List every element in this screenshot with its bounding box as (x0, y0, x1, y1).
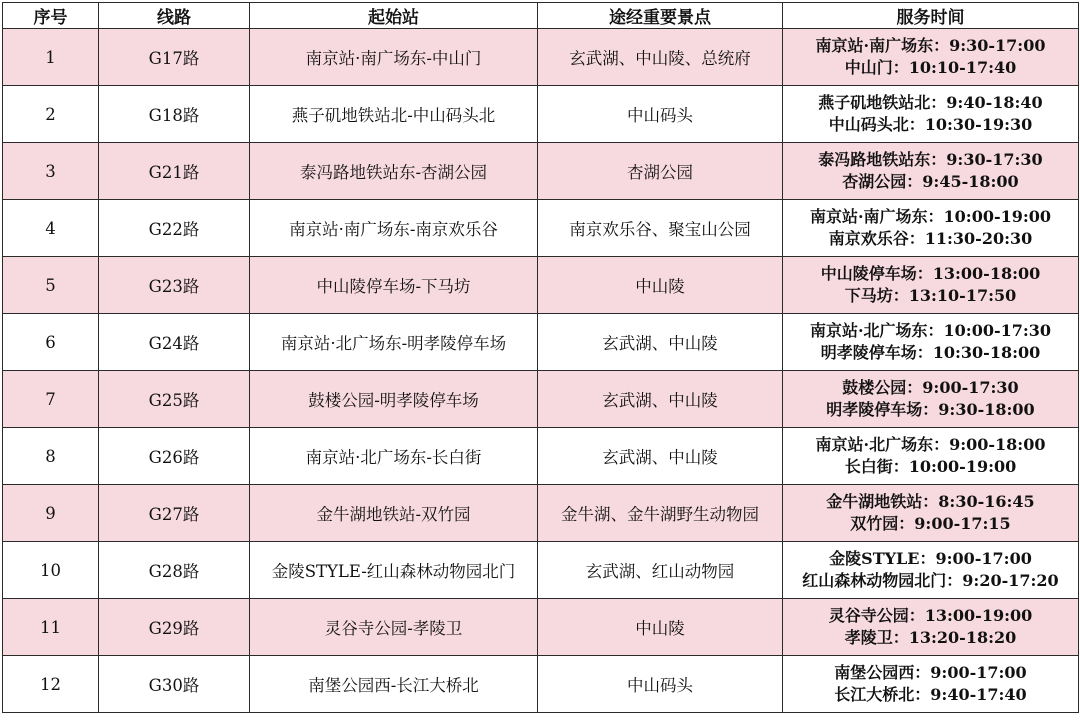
cell-line: G17路 (99, 29, 250, 86)
cell-time (783, 656, 1079, 713)
cell-time (783, 29, 1079, 86)
cell-start: 金陵STYLE-红山森林动物园北门 (250, 542, 538, 599)
cell-no: 5 (3, 257, 99, 314)
cell-line: G24路 (99, 314, 250, 371)
table-row (3, 428, 1079, 485)
table-row (3, 257, 1079, 314)
cell-no: 7 (3, 371, 99, 428)
time-line-1: 南堡公园西：9:00-17:00 (834, 663, 1027, 682)
cell-via: 玄武湖、红山动物园 (538, 542, 783, 599)
header-no: 序号 (3, 3, 99, 29)
cell-start: 南京站·南广场东-中山门 (250, 29, 538, 86)
cell-time (783, 599, 1079, 656)
cell-line: G18路 (99, 86, 250, 143)
cell-no: 3 (3, 143, 99, 200)
table-row (3, 29, 1079, 86)
cell-start: 灵谷寺公园-孝陵卫 (250, 599, 538, 656)
cell-via: 南京欢乐谷、聚宝山公园 (538, 200, 783, 257)
cell-line: G28路 (99, 542, 250, 599)
cell-no: 6 (3, 314, 99, 371)
cell-via: 玄武湖、中山陵、总统府 (538, 29, 783, 86)
cell-no: 2 (3, 86, 99, 143)
cell-via: 中山陵 (538, 599, 783, 656)
cell-via: 玄武湖、中山陵 (538, 314, 783, 371)
table-row (3, 143, 1079, 200)
table-row (3, 200, 1079, 257)
time-line-1: 南京站·北广场东：9:00-18:00 (815, 435, 1046, 454)
time-line-1: 中山陵停车场：13:00-18:00 (820, 264, 1041, 283)
time-line-2: 双竹园：9:00-17:15 (850, 514, 1011, 533)
table-row (3, 542, 1079, 599)
cell-start: 南京站·北广场东-明孝陵停车场 (250, 314, 538, 371)
time-line-1: 鼓楼公园：9:00-17:30 (842, 378, 1019, 397)
time-line-1: 金陵STYLE：9:00-17:00 (829, 549, 1032, 568)
cell-line: G22路 (99, 200, 250, 257)
cell-via: 杏湖公园 (538, 143, 783, 200)
cell-via: 中山码头 (538, 86, 783, 143)
cell-via: 玄武湖、中山陵 (538, 428, 783, 485)
table-row (3, 86, 1079, 143)
cell-time (783, 485, 1079, 542)
cell-no: 11 (3, 599, 99, 656)
cell-line: G29路 (99, 599, 250, 656)
time-line-1: 南京站·北广场东：10:00-17:30 (809, 321, 1052, 340)
cell-no: 12 (3, 656, 99, 713)
cell-via: 中山陵 (538, 257, 783, 314)
cell-time (783, 200, 1079, 257)
time-line-2: 明孝陵停车场：9:30-18:00 (826, 400, 1035, 419)
time-line-2: 长白街：10:00-19:00 (844, 457, 1017, 476)
time-line-2: 中山码头北：10:30-19:30 (828, 115, 1033, 134)
cell-start: 金牛湖地铁站-双竹园 (250, 485, 538, 542)
cell-time (783, 428, 1079, 485)
cell-time (783, 86, 1079, 143)
time-line-2: 红山森林动物园北门：9:20-17:20 (802, 571, 1059, 590)
cell-time (783, 542, 1079, 599)
table-row (3, 485, 1079, 542)
table-header-row (3, 3, 1079, 29)
time-line-2: 明孝陵停车场：10:30-18:00 (820, 343, 1041, 362)
cell-start: 南京站·南广场东-南京欢乐谷 (250, 200, 538, 257)
time-line-2: 杏湖公园：9:45-18:00 (842, 172, 1019, 191)
table-row (3, 371, 1079, 428)
table-row (3, 656, 1079, 713)
cell-line: G30路 (99, 656, 250, 713)
table-row (3, 314, 1079, 371)
table-row (3, 599, 1079, 656)
cell-line: G21路 (99, 143, 250, 200)
time-line-2: 长江大桥北：9:40-17:40 (834, 685, 1027, 704)
cell-start: 泰冯路地铁站东-杏湖公园 (250, 143, 538, 200)
cell-no: 1 (3, 29, 99, 86)
cell-line: G27路 (99, 485, 250, 542)
cell-time (783, 257, 1079, 314)
cell-via: 中山码头 (538, 656, 783, 713)
cell-no: 8 (3, 428, 99, 485)
cell-line: G26路 (99, 428, 250, 485)
cell-start: 鼓楼公园-明孝陵停车场 (250, 371, 538, 428)
cell-start: 燕子矶地铁站北-中山码头北 (250, 86, 538, 143)
cell-start: 南京站·北广场东-长白街 (250, 428, 538, 485)
time-line-2: 中山门：10:10-17:40 (844, 58, 1017, 77)
cell-time (783, 314, 1079, 371)
cell-no: 10 (3, 542, 99, 599)
time-line-1: 南京站·南广场东：9:30-17:00 (815, 36, 1046, 55)
time-line-1: 金牛湖地铁站：8:30-16:45 (826, 492, 1035, 511)
time-line-2: 下马坊：13:10-17:50 (844, 286, 1017, 305)
bus-schedule-table (2, 2, 1079, 713)
cell-start: 南堡公园西-长江大桥北 (250, 656, 538, 713)
cell-via: 玄武湖、中山陵 (538, 371, 783, 428)
time-line-1: 燕子矶地铁站北：9:40-18:40 (818, 93, 1043, 112)
time-line-1: 南京站·南广场东：10:00-19:00 (809, 207, 1052, 226)
cell-via: 金牛湖、金牛湖野生动物园 (538, 485, 783, 542)
time-line-2: 孝陵卫：13:20-18:20 (844, 628, 1017, 647)
cell-line: G23路 (99, 257, 250, 314)
header-via: 途经重要景点 (538, 3, 783, 29)
cell-time (783, 371, 1079, 428)
time-line-1: 灵谷寺公园：13:00-19:00 (828, 606, 1033, 625)
time-line-1: 泰冯路地铁站东：9:30-17:30 (818, 150, 1043, 169)
header-time: 服务时间 (783, 3, 1079, 29)
cell-line: G25路 (99, 371, 250, 428)
cell-start: 中山陵停车场-下马坊 (250, 257, 538, 314)
cell-time (783, 143, 1079, 200)
time-line-2: 南京欢乐谷：11:30-20:30 (828, 229, 1033, 248)
header-line: 线路 (99, 3, 250, 29)
cell-no: 9 (3, 485, 99, 542)
cell-no: 4 (3, 200, 99, 257)
header-start: 起始站 (250, 3, 538, 29)
